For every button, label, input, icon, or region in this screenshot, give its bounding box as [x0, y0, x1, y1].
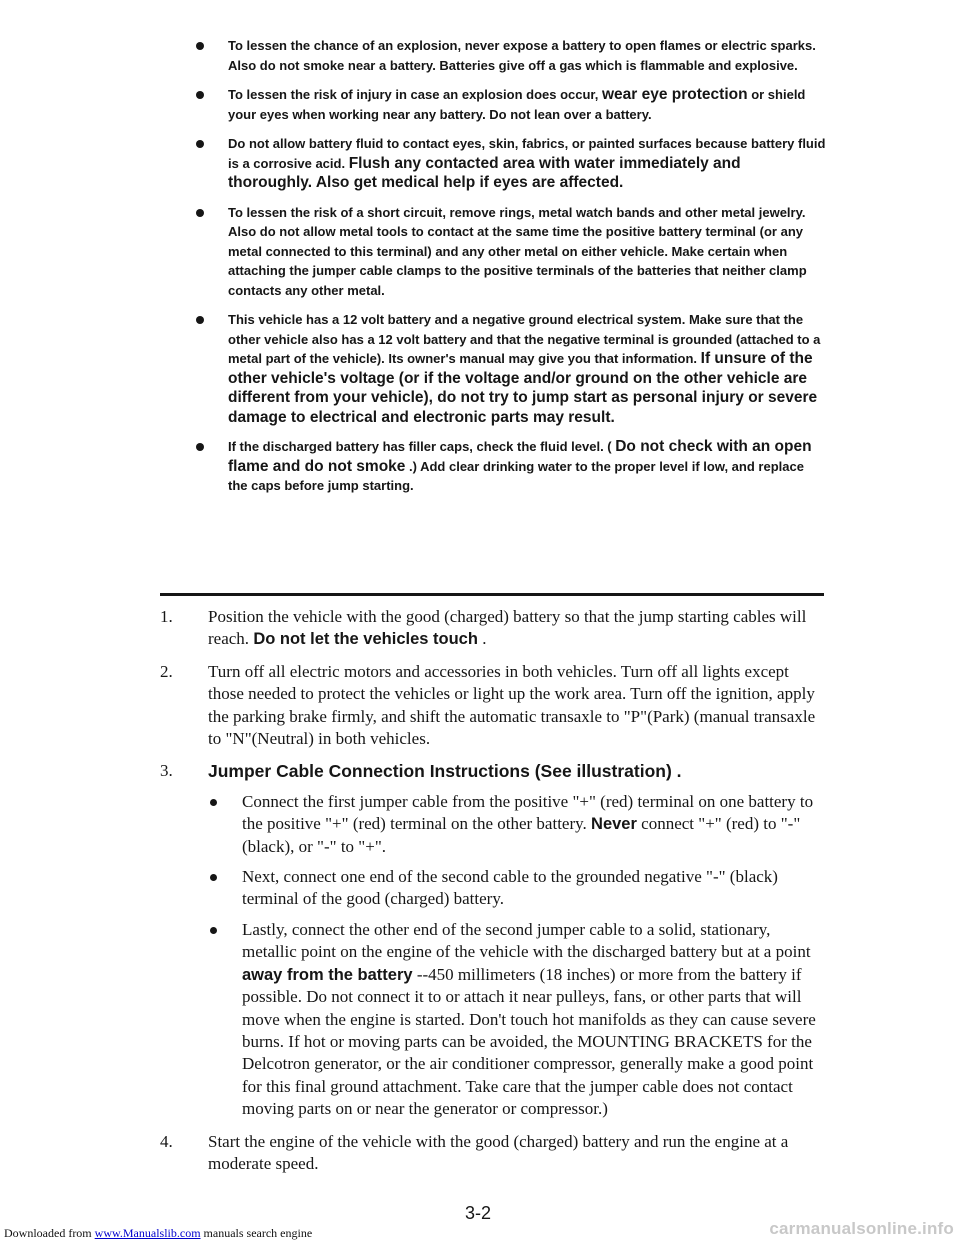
- bullet-icon: [196, 140, 204, 148]
- warning-text: or shield your eyes when working near any battery. Do not lean over a battery.: [228, 87, 806, 122]
- download-footer: [4, 1226, 312, 1241]
- warning-item: [196, 85, 826, 124]
- sub-bullet: [208, 866, 824, 911]
- warning-item: [196, 437, 826, 496]
- bullet-icon: [196, 316, 204, 324]
- bullet-icon: [210, 927, 217, 934]
- bullet-text: --450 millimeters (18 inches) or more from the battery if possible. Do not connect it to or attach it near pulleys, fans, or other parts that will move when the engine is started. Don't touch hot manifolds as they can cause severe burns. If hot or moving parts can be avoided, the MOUNTING BRACKETS for the Delcotron generator, or the air conditioner compressor, generally make a good point for this final ground attachment. Take care that the jumper cable does not contact moving parts on or near the generator or compressor.): [242, 964, 816, 1119]
- warning-item: [196, 36, 826, 75]
- step-2: [160, 661, 824, 751]
- warning-text: To lessen the risk of a short circuit, remove rings, metal watch bands and other metal jewelry. Also do not allow metal tools to contact at the same time the positive battery terminal (or any metal connected to this terminal) and any other metal on either vehicle. Make certain when attaching the jumper cable clamps to the positive terminals of the batteries that neither clamp contacts any other metal.: [228, 204, 807, 298]
- bullet-icon: [196, 42, 204, 50]
- warning-text: To lessen the chance of an explosion, never expose a battery to open flames or electric sparks. Also do not smoke near a battery. Batteries give off a gas which is flammable and explosive.: [228, 38, 816, 73]
- step-emphasis: Do not let the vehicles touch: [253, 630, 478, 649]
- warning-item: [196, 134, 826, 193]
- sub-bullet: [208, 791, 824, 858]
- bullet-icon: [196, 209, 204, 217]
- bullet-text: connect "+" (red) to "-" (black), or "-" to "+".: [242, 814, 801, 856]
- step-text: Turn off all electric motors and accessories in both vehicles. Turn off all lights except those needed to protect the vehicles or light up the work area. Turn off the ignition, apply the parking brake firmly, and shift the automatic transaxle to "P"(Park) (manual transaxle to "N"(Neutral) in both vehicles.: [208, 661, 816, 749]
- bullet-icon: [210, 799, 217, 806]
- step-number: 3.: [160, 761, 173, 781]
- bullet-emphasis: Never: [591, 815, 637, 834]
- step-number: 4.: [160, 1131, 173, 1151]
- divider: [160, 593, 824, 596]
- bullet-text: Connect the first jumper cable from the positive "+" (red) terminal on one battery to the positive "+" (red) terminal on the other battery.: [242, 791, 814, 834]
- warning-item: [196, 310, 826, 427]
- warning-text: If the discharged battery has filler caps, check the fluid level. (: [228, 439, 616, 454]
- step-number: 2.: [160, 661, 173, 681]
- bullet-emphasis: away from the battery: [242, 965, 413, 984]
- step-4: [160, 1131, 824, 1176]
- warnings-block: [196, 36, 826, 506]
- manualslib-link[interactable]: www.Manualslib.com: [94, 1226, 201, 1240]
- warning-item: [196, 203, 826, 301]
- bullet-text: Next, connect one end of the second cable to the grounded negative "-" (black) terminal of the good (charged) battery.: [242, 867, 778, 909]
- bullet-icon: [196, 443, 204, 451]
- warning-text: To lessen the risk of injury in case an explosion does occur,: [228, 87, 602, 102]
- footer-text: Downloaded from: [4, 1226, 95, 1240]
- warning-text: Do not allow battery fluid to contact eyes, skin, fabrics, or painted surfaces because battery fluid is a corrosive acid.: [228, 136, 826, 171]
- warning-text: .) Add clear drinking water to the proper level if low, and replace the caps before jump starting.: [228, 458, 804, 493]
- bullet-icon: [196, 91, 204, 99]
- warning-text: This vehicle has a 12 volt battery and a negative ground electrical system. Make sure that the other vehicle also has a 12 volt battery and that the negative terminal is grounded (attached to a metal part of the vehicle). Its owner's manual may give you that information.: [228, 312, 821, 366]
- step-3: [160, 760, 824, 1120]
- page-number: 3-2: [465, 1203, 492, 1223]
- bullet-icon: [210, 874, 217, 881]
- step-text: Start the engine of the vehicle with the good (charged) battery and run the engine at a moderate speed.: [208, 1131, 789, 1173]
- bullet-text: Lastly, connect the other end of the second jumper cable to a solid, stationary, metallic point on the engine of the vehicle with the discharged battery but at a point: [242, 919, 811, 962]
- watermark: carmanualsonline.info: [769, 1219, 954, 1238]
- warning-emphasis: If unsure of the other vehicle's voltage (or if the voltage and/or ground on the other vehicle are different from your vehicle), do not try to jump start as personal injury or severe damage to electrical and electronic parts may result.: [228, 350, 818, 426]
- footer-text: manuals search engine: [200, 1226, 313, 1240]
- step-heading: Jumper Cable Connection Instructions (See illustration) .: [208, 761, 682, 782]
- step-1: [160, 606, 824, 651]
- step-text: .: [477, 629, 487, 649]
- warning-emphasis: Do not check with an open flame and do not smoke: [228, 438, 812, 475]
- step-number: 1.: [160, 607, 173, 626]
- step-text: Position the vehicle with the good (charged) battery so that the jump starting cables will reach.: [208, 607, 807, 649]
- steps-list: [160, 606, 824, 1185]
- warning-emphasis: wear eye protection: [602, 86, 748, 103]
- warning-emphasis: Flush any contacted area with water immediately and thoroughly. Also get medical help if eyes are affected.: [228, 154, 741, 191]
- sub-bullet: [208, 919, 824, 1121]
